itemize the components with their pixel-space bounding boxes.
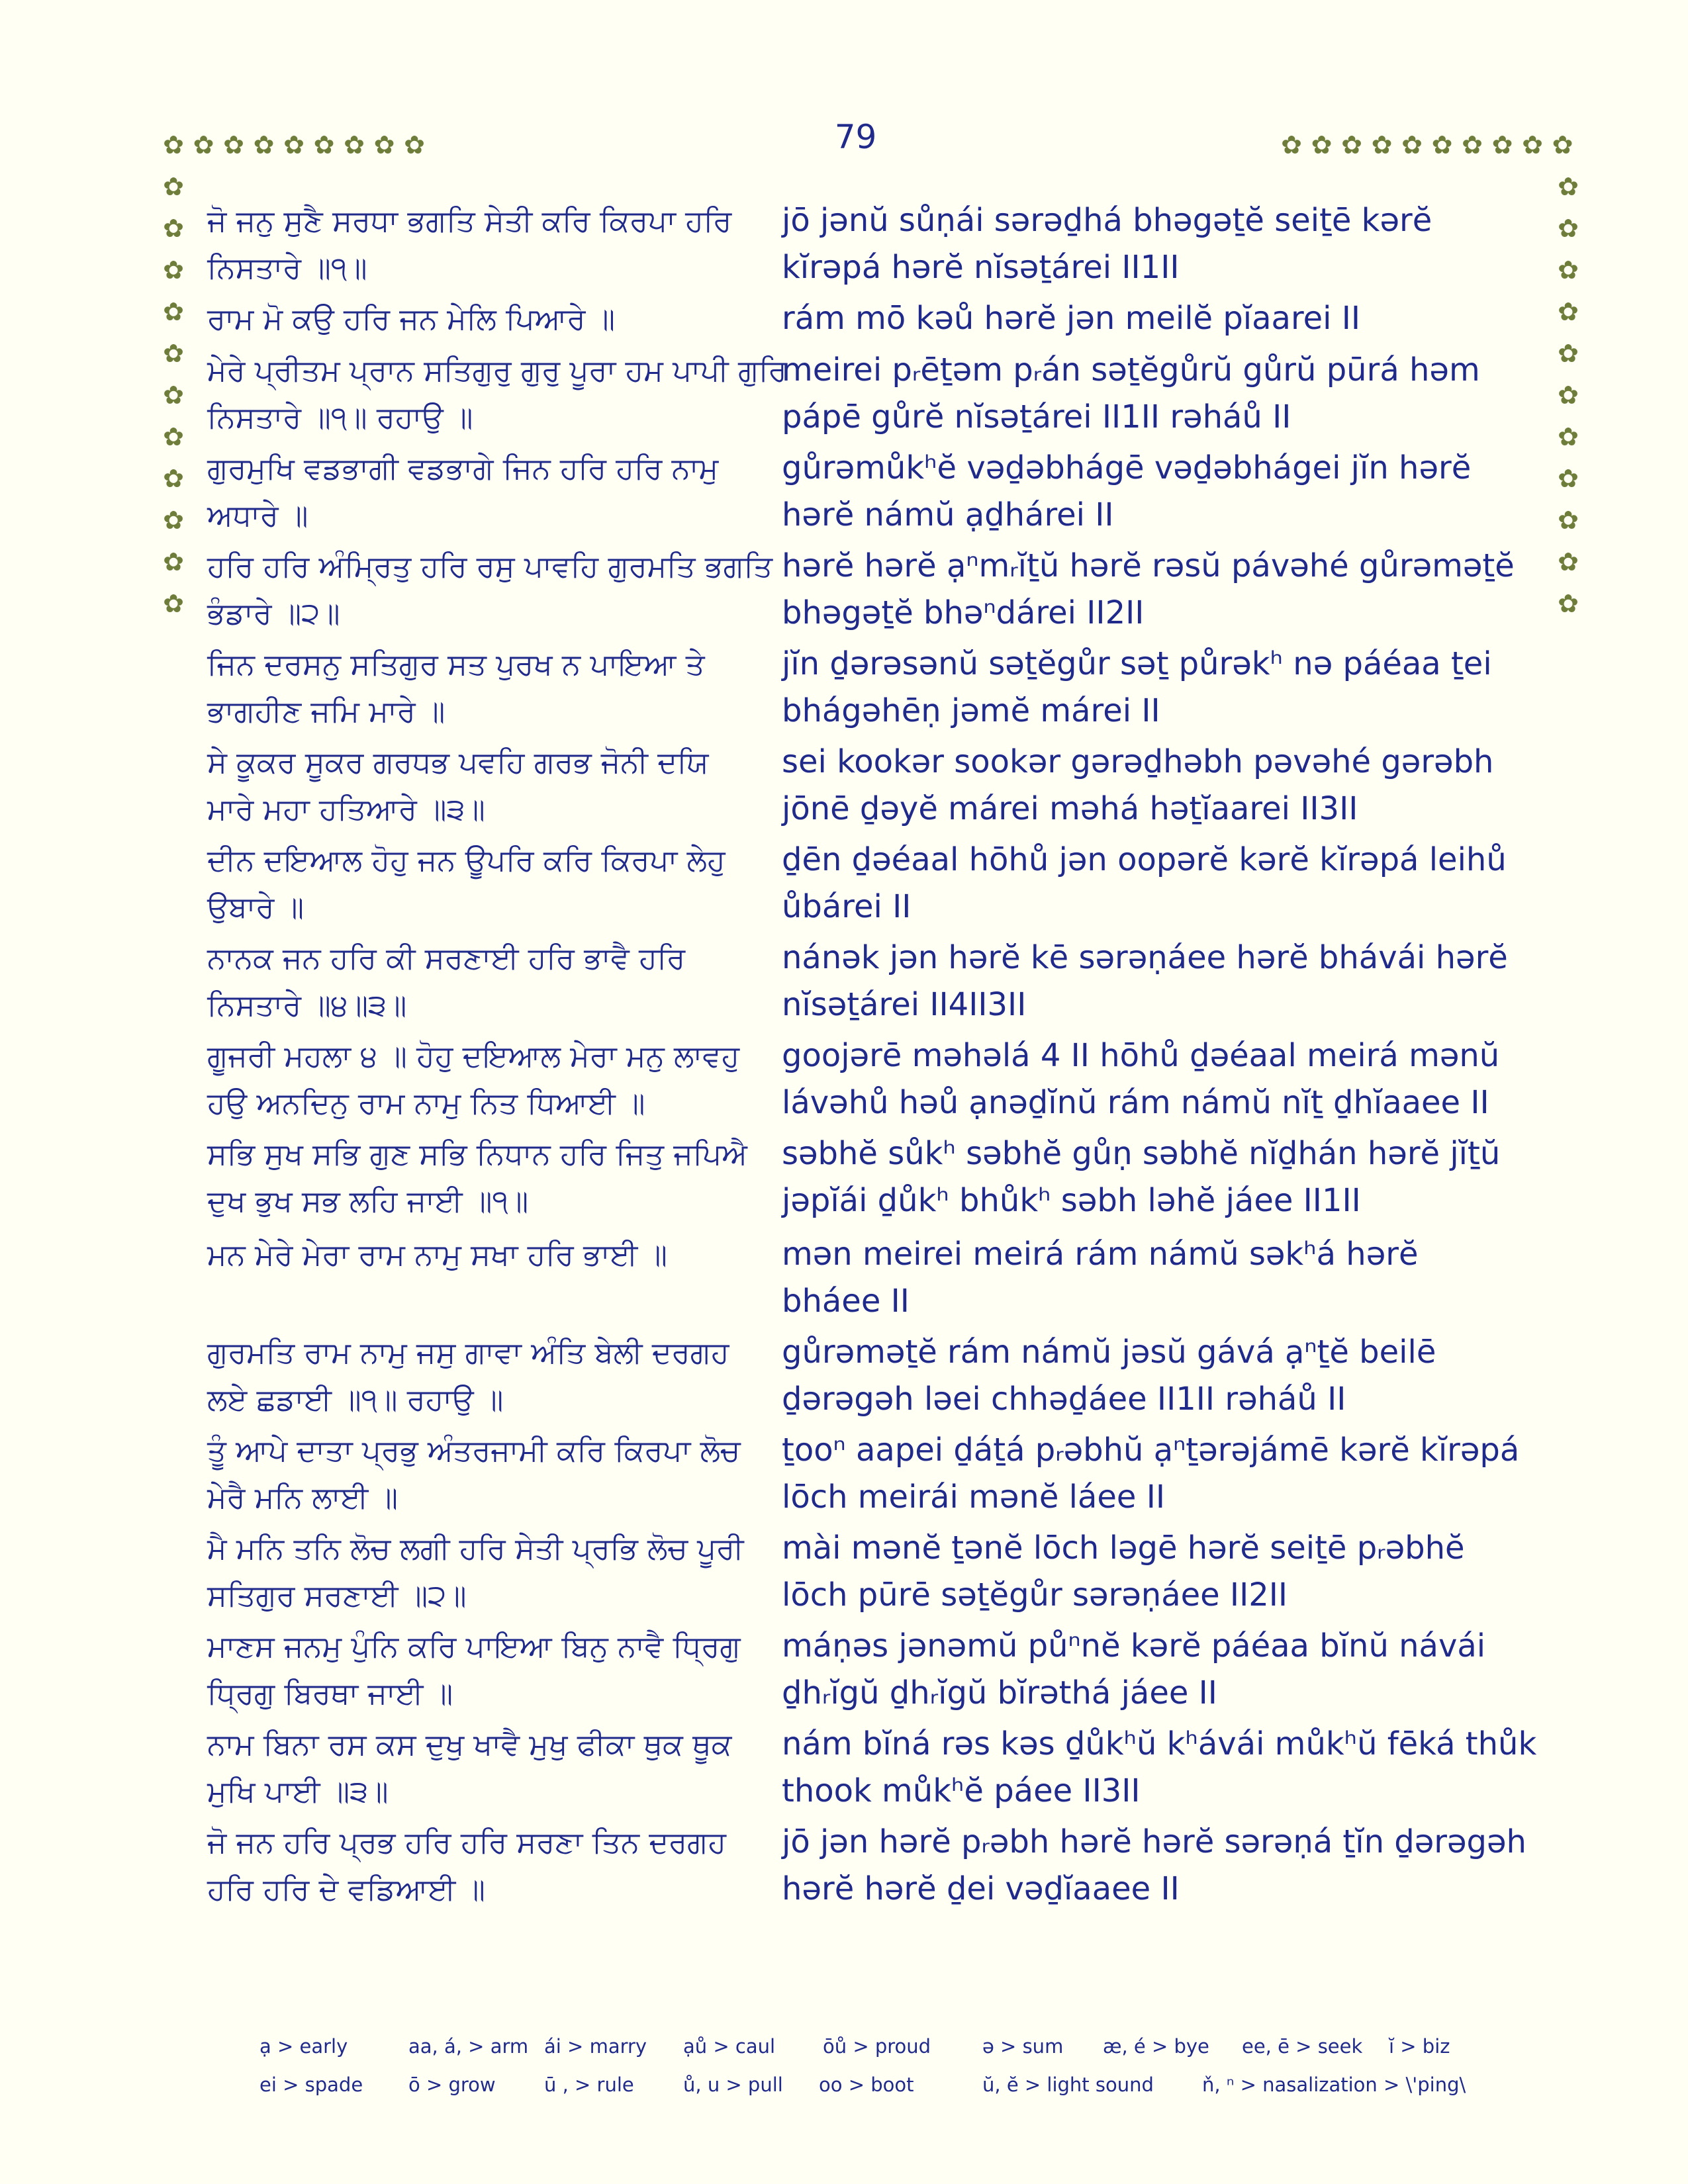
gurmukhi-line: ਲਏ ਛਡਾਈ ॥੧॥ ਰਹਾਉ ॥ bbox=[207, 1382, 504, 1417]
legend-item: ŭ, ĕ > light sound bbox=[982, 2073, 1154, 2096]
gurmukhi-verse bbox=[207, 1231, 763, 1278]
transliteration-verse bbox=[782, 934, 1533, 1028]
transliteration-verse bbox=[782, 1721, 1537, 1815]
legend-item: ō > grow bbox=[408, 2073, 496, 2096]
gurmukhi-line: ਸਭਿ ਸੁਖ ਸਭਿ ਗੁਣ ਸਭਿ ਨਿਧਾਨ ਹਰਿ ਜਿਤੁ ਜਪਿਐ bbox=[207, 1136, 747, 1171]
gurmukhi-verse bbox=[207, 1819, 763, 1913]
gurmukhi-line: ਤੂੰ ਆਪੇ ਦਾਤਾ ਪ੍ਰਭੁ ਅੰਤਰਜਾਮੀ ਕਰਿ ਕਿਰਪਾ ਲੋਚ bbox=[207, 1433, 741, 1468]
legend-item: ạ > early bbox=[259, 2035, 348, 2058]
flower-icon: ✿ bbox=[163, 464, 184, 493]
gurmukhi-line: ਅਧਾਰੇ ॥ bbox=[207, 498, 308, 533]
flower-icon: ✿ bbox=[373, 130, 395, 159]
transliteration-verse bbox=[782, 347, 1533, 441]
flower-icon: ✿ bbox=[1558, 547, 1579, 576]
flower-icon: ✿ bbox=[163, 381, 184, 410]
flower-icon: ✿ bbox=[253, 130, 275, 159]
flower-icon: ✿ bbox=[1558, 464, 1579, 493]
legend-item: ū , > rule bbox=[544, 2073, 634, 2096]
gurmukhi-verse bbox=[207, 1525, 763, 1619]
transliteration-line: nám bĭná rəs kəs ḏůkʰŭ kʰávái můkʰŭ fēká thůk bbox=[782, 1725, 1537, 1762]
transliteration-verse bbox=[782, 543, 1533, 637]
gurmukhi-verse bbox=[207, 445, 763, 539]
gurmukhi-line: ਜੋ ਜਨ ਹਰਿ ਪ੍ਰਭ ਹਰਿ ਹਰਿ ਸਰਣਾ ਤਿਨ ਦਰਗਹ bbox=[207, 1825, 726, 1860]
flower-icon: ✿ bbox=[1558, 214, 1579, 243]
transliteration-line: jō jənŭ sůṇái sərəḏhá bhəgəṯĕ seiṯē kərĕ bbox=[782, 202, 1432, 239]
transliteration-line: pápē gůrĕ nĭsəṯárei II1II rəháů II bbox=[782, 398, 1291, 435]
transliteration-verse bbox=[782, 1032, 1533, 1126]
gurmukhi-line: ਨਾਨਕ ਜਨ ਹਰਿ ਕੀ ਸਰਣਾਈ ਹਰਿ ਭਾਵੈ ਹਰਿ bbox=[207, 940, 686, 976]
gurmukhi-line: ਰਾਮ ਮੋ ਕਉ ਹਰਿ ਜਨ ਮੇਲਿ ਪਿਆਰੇ ॥ bbox=[207, 301, 616, 336]
gurmukhi-verse bbox=[207, 1329, 763, 1423]
transliteration-line: kĭrəpá hərĕ nĭsəṯárei II1II bbox=[782, 249, 1180, 286]
transliteration-verse bbox=[782, 1231, 1533, 1325]
page-number: 79 bbox=[834, 118, 877, 156]
gurmukhi-line: ਨਿਸਤਾਰੇ ॥੧॥ bbox=[207, 250, 367, 285]
flower-icon: ✿ bbox=[163, 506, 184, 535]
transliteration-line: lōch meirái mənĕ láee II bbox=[782, 1479, 1166, 1516]
gurmukhi-line: ਹਰਿ ਹਰਿ ਦੇ ਵਡਿਆਈ ॥ bbox=[207, 1872, 486, 1907]
gurmukhi-line: ਜੋ ਜਨੁ ਸੁਣੈ ਸਰਧਾ ਭਗਤਿ ਸੇਤੀ ਕਰਿ ਕਿਰਪਾ ਹਰਿ bbox=[207, 203, 732, 238]
transliteration-line: jĭn ḏərəsənŭ səṯĕgůr səṯ půrəkʰ nə páéaa ṯei bbox=[782, 645, 1492, 682]
flower-icon: ✿ bbox=[1522, 130, 1543, 159]
legend-item: ạů > caul bbox=[683, 2035, 776, 2058]
gurmukhi-verse bbox=[207, 295, 763, 342]
legend-item: ə > sum bbox=[982, 2035, 1064, 2058]
gurmukhi-line: ਜਿਨ ਦਰਸਨੁ ਸਤਿਗੁਰ ਸਤ ਪੁਰਖ ਨ ਪਾਇਆ ਤੇ bbox=[207, 647, 705, 682]
transliteration-line: ůbárei II bbox=[782, 888, 912, 925]
flower-icon: ✿ bbox=[1491, 130, 1513, 159]
transliteration-line: mən meirei meirá rám námŭ səkʰá hərĕ bbox=[782, 1236, 1419, 1273]
gurmukhi-verse bbox=[207, 1623, 763, 1717]
gurmukhi-line: ਮੇਰੇ ਪ੍ਰੀਤਮ ਪ੍ਰਾਨ ਸਤਿਗੁਰੁ ਗੁਰੁ ਪੂਰਾ ਹਮ ਪਾਪੀ ਗੁਰਿ bbox=[207, 353, 787, 388]
flower-icon: ✿ bbox=[1462, 130, 1483, 159]
transliteration-line: hərĕ hərĕ ḏei vəḏĭaaee II bbox=[782, 1870, 1180, 1907]
gurmukhi-line: ਹਰਿ ਹਰਿ ਅੰਮ੍ਰਿਤੁ ਹਰਿ ਰਸੁ ਪਾਵਹਿ ਗੁਰਮਤਿ ਭਗਤਿ bbox=[207, 549, 773, 584]
transliteration-line: nánək jən hərĕ kē sərəṇáee hərĕ bhávái hərĕ bbox=[782, 939, 1508, 976]
transliteration-line: goojərē məhəlá 4 II hōhů ḏəéaal meirá mənŭ bbox=[782, 1037, 1500, 1074]
gurmukhi-line: ਮੁਖਿ ਪਾਈ ॥੩॥ bbox=[207, 1774, 389, 1809]
gurmukhi-line: ਭੰਡਾਰੇ ॥੨॥ bbox=[207, 596, 340, 631]
gurmukhi-line: ਮਾਰੇ ਮਹਾ ਹਤਿਆਰੇ ॥੩॥ bbox=[207, 792, 485, 827]
flower-icon: ✿ bbox=[163, 255, 184, 285]
transliteration-line: gůrəmůkʰĕ vəḏəbhágē vəḏəbhágei jĭn hərĕ bbox=[782, 449, 1472, 486]
flower-icon: ✿ bbox=[1558, 422, 1579, 451]
transliteration-verse bbox=[782, 1525, 1533, 1619]
flower-icon: ✿ bbox=[1558, 255, 1579, 285]
gurmukhi-line: ਨਿਸਤਾਰੇ ॥੪॥੩॥ bbox=[207, 987, 407, 1023]
gurmukhi-line: ਸਤਿਗੁਰ ਸਰਣਾਈ ॥੨॥ bbox=[207, 1578, 467, 1613]
flower-icon: ✿ bbox=[313, 130, 335, 159]
legend-item: ōů > proud bbox=[823, 2035, 931, 2058]
transliteration-line: ṯooⁿ aapei ḏáṯá pᵣəbhŭ ạⁿṯərəjámē kərĕ kĭrəpá bbox=[782, 1432, 1520, 1469]
flower-icon: ✿ bbox=[1558, 297, 1579, 326]
gurmukhi-verse bbox=[207, 1032, 763, 1126]
legend-item: æ, é > bye bbox=[1103, 2035, 1209, 2058]
gurmukhi-line: ਮੇਰੈ ਮਨਿ ਲਾਈ ॥ bbox=[207, 1480, 399, 1515]
transliteration-verse bbox=[782, 295, 1533, 342]
flower-icon: ✿ bbox=[283, 130, 305, 159]
flower-icon: ✿ bbox=[1558, 589, 1579, 618]
flower-icon: ✿ bbox=[344, 130, 365, 159]
flower-icon: ✿ bbox=[163, 214, 184, 243]
gurmukhi-line: ਮਨ ਮੇਰੇ ਮੇਰਾ ਰਾਮ ਨਾਮੁ ਸਖਾ ਹਰਿ ਭਾਈ ॥ bbox=[207, 1237, 667, 1272]
transliteration-line: hərĕ hərĕ ạⁿmᵣĭṯŭ hərĕ rəsŭ pávəhé gůrəməṯĕ bbox=[782, 547, 1515, 584]
transliteration-line: hərĕ námŭ ạḏhárei II bbox=[782, 496, 1114, 533]
transliteration-line: bhágəhēṇ jəmĕ márei II bbox=[782, 692, 1160, 729]
flower-icon: ✿ bbox=[1558, 506, 1579, 535]
transliteration-verse bbox=[782, 739, 1533, 833]
transliteration-verse bbox=[782, 1819, 1533, 1913]
transliteration-line: bhəgəṯĕ bhəⁿdárei II2II bbox=[782, 594, 1145, 631]
transliteration-line: ḏhᵣĭgŭ ḏhᵣĭgŭ bĭrəthá jáee II bbox=[782, 1674, 1217, 1711]
legend-item: ei > spade bbox=[259, 2073, 363, 2096]
transliteration-verse bbox=[782, 1130, 1533, 1224]
flower-icon: ✿ bbox=[163, 172, 184, 201]
flower-icon: ✿ bbox=[163, 547, 184, 576]
flower-icon: ✿ bbox=[1558, 381, 1579, 410]
gurmukhi-line: ਗੂਜਰੀ ਮਹਲਾ ੪ ॥ ਹੋਹੁ ਦਇਆਲ ਮੇਰਾ ਮਨੁ ਲਾਵਹੁ bbox=[207, 1038, 740, 1073]
transliteration-verse bbox=[782, 445, 1533, 539]
gurmukhi-verse bbox=[207, 347, 787, 441]
gurmukhi-verse bbox=[207, 1427, 763, 1521]
gurmukhi-line: ਦੀਨ ਦਇਆਲ ਹੋਹੁ ਜਨ ਊਪਰਿ ਕਰਿ ਕਿਰਪਾ ਲੇਹੁ bbox=[207, 842, 726, 878]
flower-icon: ✿ bbox=[163, 130, 184, 159]
transliteration-line: jō jən hərĕ pᵣəbh hərĕ hərĕ sərəṇá ṯĭn ḏərəgəh bbox=[782, 1823, 1526, 1860]
legend-item: ň, ⁿ > nasalization > \'ping\ bbox=[1202, 2073, 1466, 2096]
transliteration-line: sei kookər sookər gərəḏhəbh pəvəhé gərəbh bbox=[782, 743, 1494, 780]
gurmukhi-line: ਉਬਾਰੇ ॥ bbox=[207, 889, 305, 925]
transliteration-line: lávəhů həů ạnəḏĭnŭ rám námŭ nĭṯ ḏhĭaaee II bbox=[782, 1084, 1489, 1121]
transliteration-verse bbox=[782, 837, 1533, 931]
transliteration-line: ḏēn ḏəéaal hōhů jən oopərĕ kərĕ kĭrəpá leihů bbox=[782, 841, 1507, 878]
flower-icon: ✿ bbox=[1341, 130, 1362, 159]
flower-icon: ✿ bbox=[1552, 130, 1573, 159]
transliteration-line: máṇəs jənəmŭ půⁿnĕ kərĕ páéaa bĭnŭ návái bbox=[782, 1627, 1486, 1664]
transliteration-line: rám mō kəů hərĕ jən meilĕ pĭaarei II bbox=[782, 300, 1361, 337]
gurmukhi-line: ਮਾਣਸ ਜਨਮੁ ਪੁੰਨਿ ਕਰਿ ਪਾਇਆ ਬਿਨੁ ਨਾਵੈ ਧ੍ਰਿਗੁ bbox=[207, 1629, 741, 1664]
gurmukhi-line: ਸੇ ਕੂਕਰ ਸੂਕਰ ਗਰਧਭ ਪਵਹਿ ਗਰਭ ਜੋਨੀ ਦਯਿ bbox=[207, 745, 709, 780]
transliteration-verse bbox=[782, 1329, 1533, 1423]
gurmukhi-verse bbox=[207, 1721, 763, 1815]
legend-item: ee, ē > seek bbox=[1242, 2035, 1363, 2058]
legend-item: ái > marry bbox=[544, 2035, 647, 2058]
gurmukhi-line: ਮੈ ਮਨਿ ਤਨਿ ਲੋਚ ਲਗੀ ਹਰਿ ਸੇਤੀ ਪ੍ਰਭਿ ਲੋਚ ਪੂਰੀ bbox=[207, 1531, 744, 1566]
gurmukhi-verse bbox=[207, 739, 763, 833]
transliteration-line: bháee II bbox=[782, 1283, 910, 1320]
transliteration-line: thook můkʰĕ páee II3II bbox=[782, 1772, 1141, 1809]
gurmukhi-line: ਹਉ ਅਨਦਿਨੁ ਰਾਮ ਨਾਮੁ ਨਿਤ ਧਿਆਈ ॥ bbox=[207, 1085, 645, 1120]
flower-icon: ✿ bbox=[1558, 172, 1579, 201]
gurmukhi-verse bbox=[207, 934, 763, 1028]
gurmukhi-verse bbox=[207, 837, 763, 931]
flower-icon: ✿ bbox=[163, 422, 184, 451]
gurmukhi-line: ਧ੍ਰਿਗੁ ਬਿਰਥਾ ਜਾਈ ॥ bbox=[207, 1676, 453, 1711]
legend-item: ů, u > pull bbox=[683, 2073, 783, 2096]
transliteration-verse bbox=[782, 197, 1533, 291]
transliteration-line: səbhĕ sůkʰ səbhĕ gůṇ səbhĕ nĭḏhán hərĕ jĭṯŭ bbox=[782, 1135, 1501, 1172]
flower-icon: ✿ bbox=[163, 589, 184, 618]
legend-item: aa, á, > arm bbox=[408, 2035, 529, 2058]
gurmukhi-verse bbox=[207, 197, 763, 291]
flower-icon: ✿ bbox=[1431, 130, 1453, 159]
gurmukhi-verse bbox=[207, 543, 773, 637]
transliteration-line: jəpĭái ḏůkʰ bhůkʰ səbh ləhĕ jáee II1II bbox=[782, 1182, 1361, 1219]
transliteration-line: lōch pūrē səṯĕgůr sərəṇáee II2II bbox=[782, 1576, 1288, 1614]
flower-icon: ✿ bbox=[223, 130, 244, 159]
flower-icon: ✿ bbox=[163, 339, 184, 368]
transliteration-verse bbox=[782, 641, 1533, 735]
legend-item: ĭ > biz bbox=[1389, 2035, 1450, 2058]
flower-icon: ✿ bbox=[1371, 130, 1393, 159]
flower-icon: ✿ bbox=[1311, 130, 1333, 159]
flower-icon: ✿ bbox=[1401, 130, 1423, 159]
gurmukhi-line: ਨਾਮ ਬਿਨਾ ਰਸ ਕਸ ਦੁਖੁ ਖਾਵੈ ਮੁਖੁ ਫੀਕਾ ਥੁਕ ਥੂਕ bbox=[207, 1727, 732, 1762]
gurmukhi-line: ਗੁਰਮੁਖਿ ਵਡਭਾਗੀ ਵਡਭਾਗੇ ਜਿਨ ਹਰਿ ਹਰਿ ਨਾਮੁ bbox=[207, 451, 719, 486]
gurmukhi-verse bbox=[207, 641, 763, 735]
flower-icon: ✿ bbox=[1281, 130, 1302, 159]
transliteration-line: mài mənĕ ṯənĕ lōch ləgē hərĕ seiṯē pᵣəbhĕ bbox=[782, 1529, 1465, 1567]
flower-icon: ✿ bbox=[1558, 339, 1579, 368]
gurmukhi-line: ਨਿਸਤਾਰੇ ॥੧॥ ਰਹਾਉ ॥ bbox=[207, 400, 473, 435]
transliteration-line: ḏərəgəh ləei chhəḏáee II1II rəháů II bbox=[782, 1381, 1346, 1418]
flower-icon: ✿ bbox=[193, 130, 214, 159]
transliteration-verse bbox=[782, 1623, 1533, 1717]
legend-item: oo > boot bbox=[819, 2073, 914, 2096]
transliteration-line: meirei pᵣēṯəm pᵣán səṯĕgůrŭ gůrŭ pūrá həm bbox=[782, 351, 1480, 388]
transliteration-line: nĭsəṯárei II4II3II bbox=[782, 986, 1027, 1023]
gurmukhi-line: ਗੁਰਮਤਿ ਰਾਮ ਨਾਮੁ ਜਸੁ ਗਾਵਾ ਅੰਤਿ ਬੇਲੀ ਦਰਗਹ bbox=[207, 1335, 729, 1370]
flower-icon: ✿ bbox=[163, 297, 184, 326]
transliteration-verse bbox=[782, 1427, 1533, 1521]
flower-icon: ✿ bbox=[404, 130, 425, 159]
gurmukhi-line: ਭਾਗਹੀਣ ਜਮਿ ਮਾਰੇ ॥ bbox=[207, 694, 445, 729]
transliteration-line: jōnē ḏəyĕ márei məhá həṯĭaarei II3II bbox=[782, 790, 1358, 827]
gurmukhi-line: ਦੁਖ ਭੁਖ ਸਭ ਲਹਿ ਜਾਈ ॥੧॥ bbox=[207, 1183, 529, 1218]
transliteration-line: gůrəməṯĕ rám námŭ jəsŭ gává ạⁿṯĕ beilē bbox=[782, 1334, 1436, 1371]
gurmukhi-verse bbox=[207, 1130, 763, 1224]
